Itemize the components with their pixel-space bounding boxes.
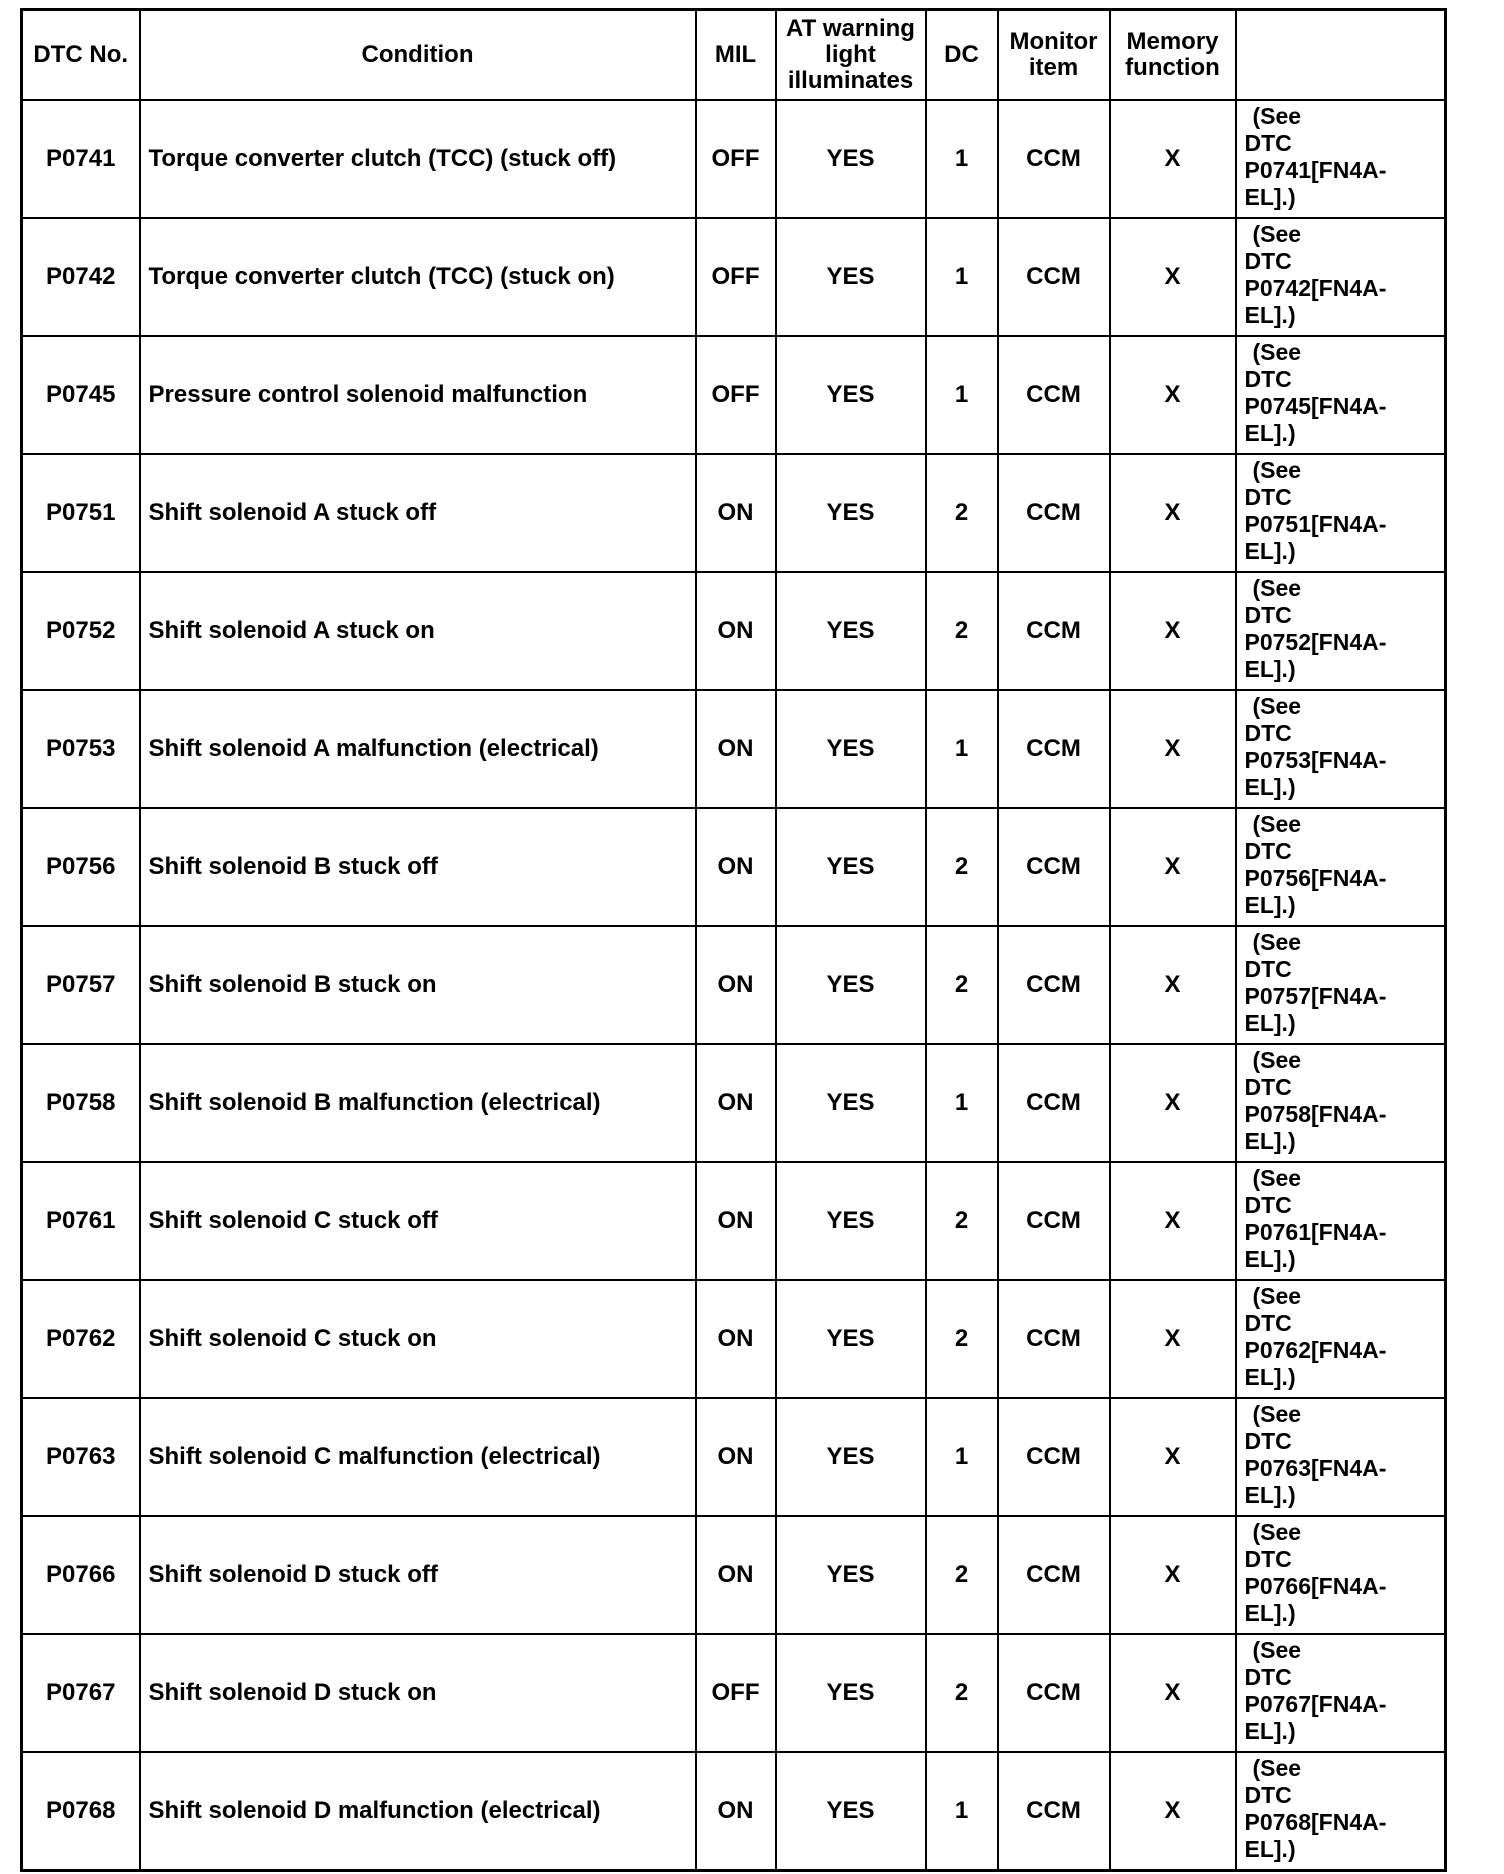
cell-at-warning: YES <box>776 808 926 926</box>
cell-memory-function: X <box>1110 1162 1236 1280</box>
cell-condition: Shift solenoid D malfunction (electrical) <box>140 1752 696 1870</box>
cell-monitor-item: CCM <box>998 1634 1110 1752</box>
cell-dc: 2 <box>926 1516 998 1634</box>
cell-reference <box>1236 1398 1446 1516</box>
cell-dc: 1 <box>926 690 998 808</box>
cell-mil: ON <box>696 926 776 1044</box>
reference-line: P0753[FN4A- <box>1244 747 1387 773</box>
reference-line: EL].) <box>1244 892 1296 918</box>
cell-dtc-no: P0742 <box>22 218 140 336</box>
reference-line: DTC <box>1244 248 1292 274</box>
reference-line: EL].) <box>1244 656 1296 682</box>
table-row <box>22 1752 1446 1870</box>
reference-line: EL].) <box>1244 302 1296 328</box>
cell-monitor-item: CCM <box>998 808 1110 926</box>
cell-dtc-no: P0741 <box>22 100 140 218</box>
table-row <box>22 1280 1446 1398</box>
cell-dc: 1 <box>926 100 998 218</box>
reference-line: (See <box>1252 1047 1302 1073</box>
cell-dtc-no: P0752 <box>22 572 140 690</box>
cell-mil: ON <box>696 1280 776 1398</box>
cell-at-warning: YES <box>776 690 926 808</box>
cell-monitor-item: CCM <box>998 1162 1110 1280</box>
cell-monitor-item: CCM <box>998 1752 1110 1870</box>
cell-dtc-no: P0761 <box>22 1162 140 1280</box>
reference-line: (See <box>1252 693 1302 719</box>
cell-mil: ON <box>696 572 776 690</box>
cell-memory-function: X <box>1110 808 1236 926</box>
cell-reference <box>1236 1752 1446 1870</box>
reference-line: (See <box>1252 1165 1302 1191</box>
cell-monitor-item: CCM <box>998 1398 1110 1516</box>
cell-dtc-no: P0768 <box>22 1752 140 1870</box>
cell-reference <box>1236 808 1446 926</box>
cell-dtc-no: P0745 <box>22 336 140 454</box>
reference-line: EL].) <box>1244 1364 1296 1390</box>
reference-line: P0763[FN4A- <box>1244 1455 1387 1481</box>
cell-condition: Shift solenoid A stuck on <box>140 572 696 690</box>
header-monitor-line: Monitor <box>1009 28 1098 55</box>
header-at-warning-line: AT warning <box>786 15 915 42</box>
cell-at-warning: YES <box>776 454 926 572</box>
reference-line: P0742[FN4A- <box>1244 275 1387 301</box>
cell-condition: Shift solenoid D stuck off <box>140 1516 696 1634</box>
table-row <box>22 336 1446 454</box>
cell-at-warning: YES <box>776 1044 926 1162</box>
cell-at-warning: YES <box>776 100 926 218</box>
table-row <box>22 454 1446 572</box>
cell-monitor-item: CCM <box>998 454 1110 572</box>
reference-line: (See <box>1252 1637 1302 1663</box>
reference-line: EL].) <box>1244 538 1296 564</box>
cell-reference <box>1236 454 1446 572</box>
cell-memory-function: X <box>1110 218 1236 336</box>
cell-condition: Shift solenoid D stuck on <box>140 1634 696 1752</box>
dtc-table <box>20 8 1447 1872</box>
cell-dtc-no: P0757 <box>22 926 140 1044</box>
reference-line: (See <box>1252 1401 1302 1427</box>
cell-reference <box>1236 572 1446 690</box>
cell-at-warning: YES <box>776 1752 926 1870</box>
cell-mil: ON <box>696 808 776 926</box>
cell-monitor-item: CCM <box>998 1280 1110 1398</box>
cell-memory-function: X <box>1110 1516 1236 1634</box>
cell-dc: 1 <box>926 218 998 336</box>
reference-line: P0762[FN4A- <box>1244 1337 1387 1363</box>
cell-dc: 2 <box>926 572 998 690</box>
reference-line: (See <box>1252 929 1302 955</box>
reference-line: P0756[FN4A- <box>1244 865 1387 891</box>
table-row <box>22 1162 1446 1280</box>
header-reference <box>1236 10 1446 101</box>
cell-reference <box>1236 1516 1446 1634</box>
cell-monitor-item: CCM <box>998 1516 1110 1634</box>
table-row <box>22 572 1446 690</box>
header-at-warning-line: light <box>825 41 876 68</box>
reference-line: EL].) <box>1244 1128 1296 1154</box>
cell-memory-function: X <box>1110 336 1236 454</box>
reference-line: DTC <box>1244 1782 1292 1808</box>
cell-condition: Shift solenoid B stuck on <box>140 926 696 1044</box>
reference-line: EL].) <box>1244 774 1296 800</box>
cell-reference <box>1236 926 1446 1044</box>
cell-dtc-no: P0766 <box>22 1516 140 1634</box>
cell-memory-function: X <box>1110 572 1236 690</box>
reference-line: DTC <box>1244 130 1292 156</box>
cell-reference <box>1236 1162 1446 1280</box>
reference-line: P0752[FN4A- <box>1244 629 1387 655</box>
cell-reference <box>1236 218 1446 336</box>
cell-at-warning: YES <box>776 336 926 454</box>
cell-reference <box>1236 1280 1446 1398</box>
cell-memory-function: X <box>1110 690 1236 808</box>
cell-mil: OFF <box>696 336 776 454</box>
cell-at-warning: YES <box>776 218 926 336</box>
reference-line: DTC <box>1244 1664 1292 1690</box>
cell-mil: OFF <box>696 1634 776 1752</box>
cell-dc: 2 <box>926 926 998 1044</box>
reference-line: (See <box>1252 811 1302 837</box>
cell-at-warning: YES <box>776 1162 926 1280</box>
table-row <box>22 1398 1446 1516</box>
cell-monitor-item: CCM <box>998 218 1110 336</box>
cell-condition: Shift solenoid C stuck off <box>140 1162 696 1280</box>
reference-line: P0766[FN4A- <box>1244 1573 1387 1599</box>
header-memory-line: Memory <box>1126 28 1219 55</box>
table-row <box>22 690 1446 808</box>
reference-line: DTC <box>1244 1192 1292 1218</box>
cell-dtc-no: P0767 <box>22 1634 140 1752</box>
cell-condition: Torque converter clutch (TCC) (stuck on) <box>140 218 696 336</box>
cell-mil: OFF <box>696 100 776 218</box>
cell-memory-function: X <box>1110 1044 1236 1162</box>
cell-monitor-item: CCM <box>998 336 1110 454</box>
reference-line: EL].) <box>1244 420 1296 446</box>
cell-condition: Torque converter clutch (TCC) (stuck off) <box>140 100 696 218</box>
cell-mil: ON <box>696 1162 776 1280</box>
cell-memory-function: X <box>1110 454 1236 572</box>
cell-mil: ON <box>696 1516 776 1634</box>
cell-memory-function: X <box>1110 1280 1236 1398</box>
header-dc: DC <box>926 10 998 101</box>
header-memory-function <box>1110 10 1236 101</box>
reference-line: EL].) <box>1244 1718 1296 1744</box>
header-at-warning-line: illuminates <box>787 67 914 94</box>
cell-mil: OFF <box>696 218 776 336</box>
header-at-warning <box>776 10 926 101</box>
cell-condition: Shift solenoid C stuck on <box>140 1280 696 1398</box>
cell-dtc-no: P0751 <box>22 454 140 572</box>
reference-line: (See <box>1252 221 1302 247</box>
cell-monitor-item: CCM <box>998 1044 1110 1162</box>
cell-memory-function: X <box>1110 1398 1236 1516</box>
cell-at-warning: YES <box>776 1280 926 1398</box>
header-monitor-item <box>998 10 1110 101</box>
table-body <box>22 100 1446 1870</box>
reference-line: DTC <box>1244 1074 1292 1100</box>
reference-line: P0745[FN4A- <box>1244 393 1387 419</box>
cell-monitor-item: CCM <box>998 100 1110 218</box>
cell-reference <box>1236 100 1446 218</box>
cell-dc: 1 <box>926 1752 998 1870</box>
header-dtc-no: DTC No. <box>22 10 140 101</box>
reference-line: DTC <box>1244 1428 1292 1454</box>
cell-at-warning: YES <box>776 926 926 1044</box>
cell-mil: ON <box>696 690 776 808</box>
cell-reference <box>1236 1634 1446 1752</box>
cell-dc: 2 <box>926 808 998 926</box>
table-row <box>22 1044 1446 1162</box>
reference-line: P0768[FN4A- <box>1244 1809 1387 1835</box>
table-row <box>22 926 1446 1044</box>
reference-line: DTC <box>1244 720 1292 746</box>
header-memory-line: function <box>1125 54 1220 81</box>
cell-mil: ON <box>696 454 776 572</box>
reference-line: EL].) <box>1244 1246 1296 1272</box>
header-monitor-line: item <box>1028 54 1079 81</box>
cell-monitor-item: CCM <box>998 690 1110 808</box>
cell-condition: Shift solenoid B stuck off <box>140 808 696 926</box>
cell-condition: Shift solenoid B malfunction (electrical) <box>140 1044 696 1162</box>
header-condition: Condition <box>140 10 696 101</box>
reference-line: DTC <box>1244 838 1292 864</box>
cell-dtc-no: P0756 <box>22 808 140 926</box>
reference-line: DTC <box>1244 366 1292 392</box>
table-row <box>22 218 1446 336</box>
cell-memory-function: X <box>1110 1634 1236 1752</box>
table-row <box>22 1516 1446 1634</box>
cell-condition: Shift solenoid A malfunction (electrical) <box>140 690 696 808</box>
cell-memory-function: X <box>1110 926 1236 1044</box>
reference-line: DTC <box>1244 1546 1292 1572</box>
reference-line: P0761[FN4A- <box>1244 1219 1387 1245</box>
reference-line: EL].) <box>1244 1010 1296 1036</box>
cell-condition: Pressure control solenoid malfunction <box>140 336 696 454</box>
cell-dc: 2 <box>926 1162 998 1280</box>
table-row <box>22 808 1446 926</box>
cell-mil: ON <box>696 1752 776 1870</box>
reference-line: P0767[FN4A- <box>1244 1691 1387 1717</box>
cell-reference <box>1236 690 1446 808</box>
cell-at-warning: YES <box>776 572 926 690</box>
cell-reference <box>1236 1044 1446 1162</box>
table-header-row <box>22 10 1446 101</box>
reference-line: (See <box>1252 339 1302 365</box>
reference-line: EL].) <box>1244 184 1296 210</box>
cell-dc: 1 <box>926 336 998 454</box>
cell-at-warning: YES <box>776 1398 926 1516</box>
cell-dc: 2 <box>926 454 998 572</box>
reference-line: DTC <box>1244 956 1292 982</box>
cell-dc: 2 <box>926 1280 998 1398</box>
reference-line: (See <box>1252 1519 1302 1545</box>
reference-line: EL].) <box>1244 1600 1296 1626</box>
reference-line: EL].) <box>1244 1482 1296 1508</box>
cell-dtc-no: P0758 <box>22 1044 140 1162</box>
cell-monitor-item: CCM <box>998 572 1110 690</box>
reference-line: DTC <box>1244 602 1292 628</box>
cell-dc: 1 <box>926 1044 998 1162</box>
reference-line: (See <box>1252 1283 1302 1309</box>
cell-dc: 1 <box>926 1398 998 1516</box>
cell-memory-function: X <box>1110 100 1236 218</box>
reference-line: DTC <box>1244 1310 1292 1336</box>
reference-line: (See <box>1252 1755 1302 1781</box>
reference-line: P0757[FN4A- <box>1244 983 1387 1009</box>
reference-line: (See <box>1252 575 1302 601</box>
cell-dtc-no: P0753 <box>22 690 140 808</box>
cell-at-warning: YES <box>776 1634 926 1752</box>
reference-line: P0741[FN4A- <box>1244 157 1387 183</box>
reference-line: DTC <box>1244 484 1292 510</box>
reference-line: (See <box>1252 103 1302 129</box>
cell-memory-function: X <box>1110 1752 1236 1870</box>
table-row <box>22 1634 1446 1752</box>
reference-line: P0751[FN4A- <box>1244 511 1387 537</box>
reference-line: (See <box>1252 457 1302 483</box>
table-row <box>22 100 1446 218</box>
cell-at-warning: YES <box>776 1516 926 1634</box>
cell-condition: Shift solenoid C malfunction (electrical) <box>140 1398 696 1516</box>
cell-mil: ON <box>696 1398 776 1516</box>
cell-reference <box>1236 336 1446 454</box>
cell-condition: Shift solenoid A stuck off <box>140 454 696 572</box>
cell-dc: 2 <box>926 1634 998 1752</box>
cell-dtc-no: P0763 <box>22 1398 140 1516</box>
cell-dtc-no: P0762 <box>22 1280 140 1398</box>
cell-monitor-item: CCM <box>998 926 1110 1044</box>
header-mil: MIL <box>696 10 776 101</box>
reference-line: P0758[FN4A- <box>1244 1101 1387 1127</box>
cell-mil: ON <box>696 1044 776 1162</box>
reference-line: EL].) <box>1244 1836 1296 1862</box>
